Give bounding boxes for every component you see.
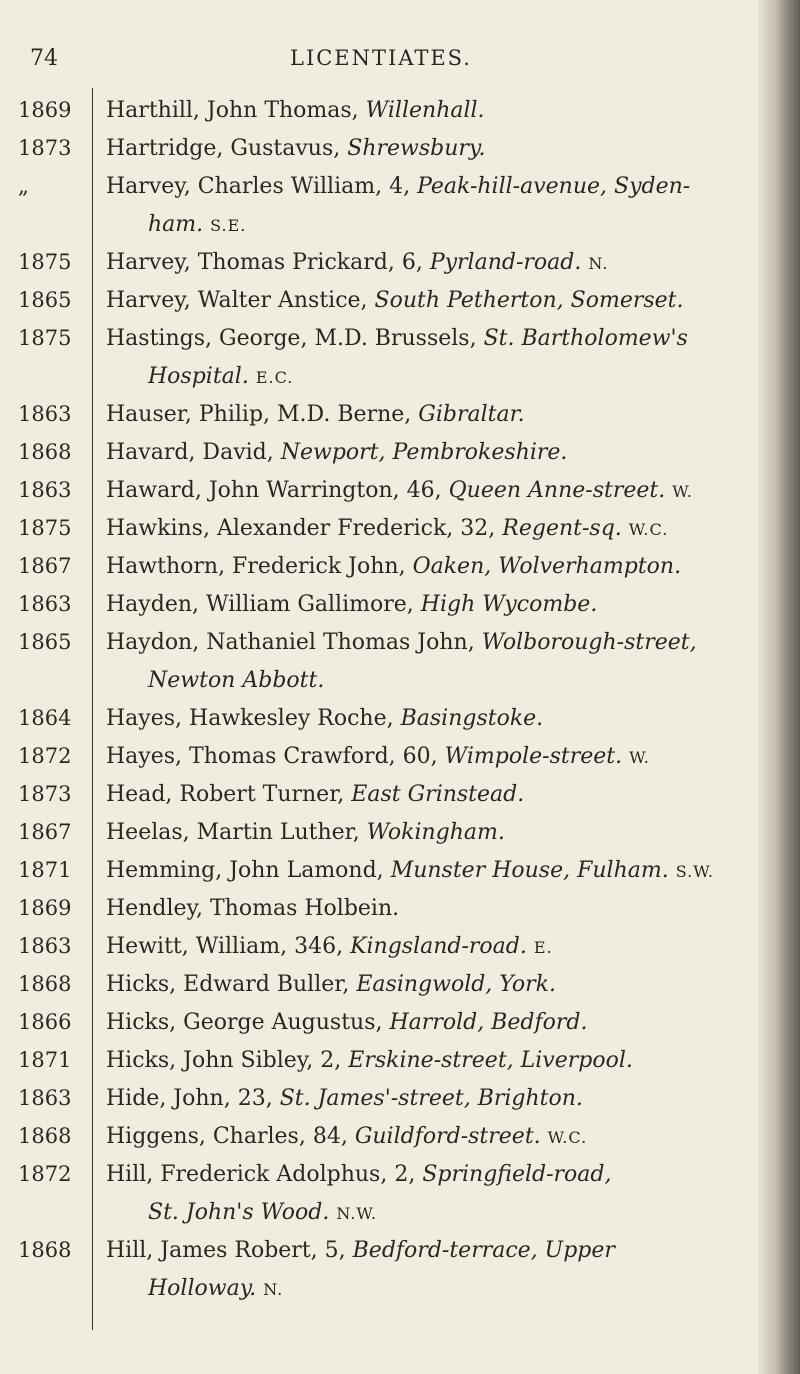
entry-line: [106, 472, 770, 510]
list-item: [0, 1156, 770, 1232]
entry-name: Hicks, John Sibley, 2,: [106, 1048, 342, 1073]
entry-name: Haydon, Nathaniel Thomas John,: [106, 630, 475, 655]
list-item: [0, 624, 770, 700]
entry-address: Pyrland-road.: [429, 250, 582, 275]
entry-address: Springfield-road,: [422, 1162, 612, 1187]
entry-line: [106, 244, 770, 282]
entry-address: Oaken, Wolverhampton.: [412, 554, 682, 579]
entry-name: Hill, Frederick Adolphus, 2,: [106, 1162, 416, 1187]
entry-district: N.: [588, 254, 609, 273]
entry-line: [106, 1118, 770, 1156]
entry-continuation-line: [106, 358, 770, 396]
entry-line: [106, 320, 770, 358]
entry-line: [106, 700, 770, 738]
entry-district: S.W.: [675, 862, 714, 881]
entry-address: Queen Anne-street.: [448, 478, 666, 503]
entry-line: [106, 168, 770, 206]
entry-name: Havard, David,: [106, 440, 274, 465]
entry-year: 1863: [18, 592, 72, 616]
entry-continuation-line: [106, 1194, 770, 1232]
entry-name: Heelas, Martin Luther,: [106, 820, 360, 845]
entry-address: Willenhall.: [365, 98, 485, 123]
entry-name: Harvey, Walter Anstice,: [106, 288, 368, 313]
entry-address: Munster House, Fulham.: [390, 858, 669, 883]
entry-year: 1875: [18, 516, 72, 540]
entry-address: Kingsland-road.: [350, 934, 527, 959]
entry-line: [106, 548, 770, 586]
entry-name: Hill, James Robert, 5,: [106, 1238, 346, 1263]
list-item: [0, 130, 770, 168]
entry-name: Hauser, Philip, M.D. Berne,: [106, 402, 412, 427]
entry-name: Hawthorn, Frederick John,: [106, 554, 406, 579]
list-item: [0, 244, 770, 282]
page-number: 74: [30, 46, 58, 71]
entry-line: [106, 130, 770, 168]
entry-line: [106, 510, 770, 548]
list-item: [0, 852, 770, 890]
entry-address: St. James'-street, Brighton.: [279, 1086, 583, 1111]
entry-line: [106, 928, 770, 966]
entry-line: [106, 890, 770, 928]
entry-line: [106, 92, 770, 130]
entry-year: 1865: [18, 288, 72, 312]
entry-year: 1872: [18, 744, 72, 768]
entry-year: 1868: [18, 440, 72, 464]
entry-name: Hastings, George, M.D. Brussels,: [106, 326, 477, 351]
list-item: [0, 738, 770, 776]
entry-name: Higgens, Charles, 84,: [106, 1124, 348, 1149]
entry-address: Regent-sq.: [502, 516, 622, 541]
list-item: [0, 168, 770, 244]
entry-address: ham.: [148, 212, 204, 237]
list-item: [0, 586, 770, 624]
entry-year: 1869: [18, 896, 72, 920]
entry-year: 1868: [18, 1238, 72, 1262]
entry-line: [106, 1042, 770, 1080]
entry-year: 1875: [18, 250, 72, 274]
entry-year: 1864: [18, 706, 72, 730]
list-item: [0, 1004, 770, 1042]
list-item: [0, 1232, 770, 1308]
entry-line: [106, 776, 770, 814]
entry-year: 1865: [18, 630, 72, 654]
entry-line: [106, 966, 770, 1004]
entry-continuation-line: [106, 662, 770, 700]
entry-address: Harrold, Bedford.: [389, 1010, 588, 1035]
entry-district: S.E.: [210, 216, 247, 235]
running-title: LICENTIATES.: [290, 46, 472, 70]
entry-year: 1868: [18, 972, 72, 996]
entry-name: Hawkins, Alexander Frederick, 32,: [106, 516, 496, 541]
entry-address: Easingwold, York.: [356, 972, 556, 997]
list-item: [0, 92, 770, 130]
entry-name: Hayes, Thomas Crawford, 60,: [106, 744, 438, 769]
entry-line: [106, 1004, 770, 1042]
licentiates-list: [0, 92, 770, 1308]
entry-address: Hospital.: [148, 364, 249, 389]
entry-line: [106, 814, 770, 852]
page-header: [0, 46, 800, 76]
entry-name: Hicks, George Augustus,: [106, 1010, 383, 1035]
entry-district: W.: [629, 748, 650, 767]
entry-address: Wolborough-street,: [481, 630, 697, 655]
entry-line: [106, 1080, 770, 1118]
entry-line: [106, 282, 770, 320]
list-item: [0, 928, 770, 966]
list-item: [0, 1118, 770, 1156]
entry-line: [106, 738, 770, 776]
entry-address: Bedford-terrace, Upper: [352, 1238, 615, 1263]
entry-year: 1863: [18, 934, 72, 958]
list-item: [0, 510, 770, 548]
entry-address: East Grinstead.: [351, 782, 525, 807]
entry-year: 1863: [18, 478, 72, 502]
list-item: [0, 1080, 770, 1118]
entry-address: Shrewsbury.: [347, 136, 486, 161]
entry-year: 1875: [18, 326, 72, 350]
entry-district: W.: [672, 482, 693, 501]
entry-continuation-line: [106, 206, 770, 244]
list-item: [0, 700, 770, 738]
entry-address: South Petherton, Somerset.: [374, 288, 684, 313]
list-item: [0, 320, 770, 396]
list-item: [0, 890, 770, 928]
entry-name: Hayes, Hawkesley Roche,: [106, 706, 394, 731]
entry-name: Hemming, John Lamond,: [106, 858, 384, 883]
entry-year: „: [18, 174, 29, 198]
entry-year: 1871: [18, 1048, 72, 1072]
entry-district: E.C.: [255, 368, 294, 387]
entry-name: Harvey, Charles William, 4,: [106, 174, 411, 199]
entry-year: 1873: [18, 782, 72, 806]
entry-address: Newport, Pembrokeshire.: [280, 440, 568, 465]
entry-line: [106, 852, 770, 890]
list-item: [0, 966, 770, 1004]
entry-name: Hewitt, William, 346,: [106, 934, 344, 959]
list-item: [0, 814, 770, 852]
entry-address: St. Bartholomew's: [483, 326, 688, 351]
entry-district: E.: [533, 938, 553, 957]
entry-address: St. John's Wood.: [148, 1200, 330, 1225]
entry-name: Hayden, William Gallimore,: [106, 592, 414, 617]
entry-year: 1863: [18, 1086, 72, 1110]
entry-line: [106, 396, 770, 434]
entry-line: [106, 434, 770, 472]
list-item: [0, 396, 770, 434]
entry-address: Wokingham.: [366, 820, 505, 845]
list-item: [0, 776, 770, 814]
entry-address: Holloway.: [148, 1276, 257, 1301]
list-item: [0, 1042, 770, 1080]
entry-name: Hide, John, 23,: [106, 1086, 273, 1111]
entry-name: Hartridge, Gustavus,: [106, 136, 341, 161]
entry-address: Guildford-street.: [354, 1124, 541, 1149]
entry-year: 1872: [18, 1162, 72, 1186]
entry-line: [106, 624, 770, 662]
entry-district: N.: [263, 1280, 284, 1299]
entry-name: Hendley, Thomas Holbein.: [106, 896, 400, 921]
entry-year: 1867: [18, 820, 72, 844]
entry-year: 1869: [18, 98, 72, 122]
entry-year: 1873: [18, 136, 72, 160]
entry-line: [106, 1156, 770, 1194]
entry-district: W.C.: [547, 1128, 588, 1147]
entry-continuation-line: [106, 1270, 770, 1308]
entry-year: 1871: [18, 858, 72, 882]
entry-name: Hicks, Edward Buller,: [106, 972, 350, 997]
entry-name: Haward, John Warrington, 46,: [106, 478, 442, 503]
list-item: [0, 434, 770, 472]
entry-year: 1867: [18, 554, 72, 578]
entry-line: [106, 586, 770, 624]
entry-address: High Wycombe.: [420, 592, 598, 617]
entry-year: 1863: [18, 402, 72, 426]
entry-address: Gibraltar.: [418, 402, 525, 427]
entry-address: Peak-hill-avenue, Syden-: [417, 174, 691, 199]
entry-year: 1868: [18, 1124, 72, 1148]
list-item: [0, 472, 770, 510]
entry-address: Erskine-street, Liverpool.: [348, 1048, 633, 1073]
list-item: [0, 282, 770, 320]
entry-year: 1866: [18, 1010, 72, 1034]
entry-line: [106, 1232, 770, 1270]
entry-address: Basingstoke.: [400, 706, 544, 731]
entry-district: W.C.: [628, 520, 669, 539]
entry-district: N.W.: [336, 1204, 378, 1223]
entry-address: Newton Abbott.: [148, 668, 325, 693]
entry-name: Harthill, John Thomas,: [106, 98, 359, 123]
entry-address: Wimpole-street.: [444, 744, 623, 769]
entry-name: Harvey, Thomas Prickard, 6,: [106, 250, 423, 275]
entry-name: Head, Robert Turner,: [106, 782, 345, 807]
list-item: [0, 548, 770, 586]
